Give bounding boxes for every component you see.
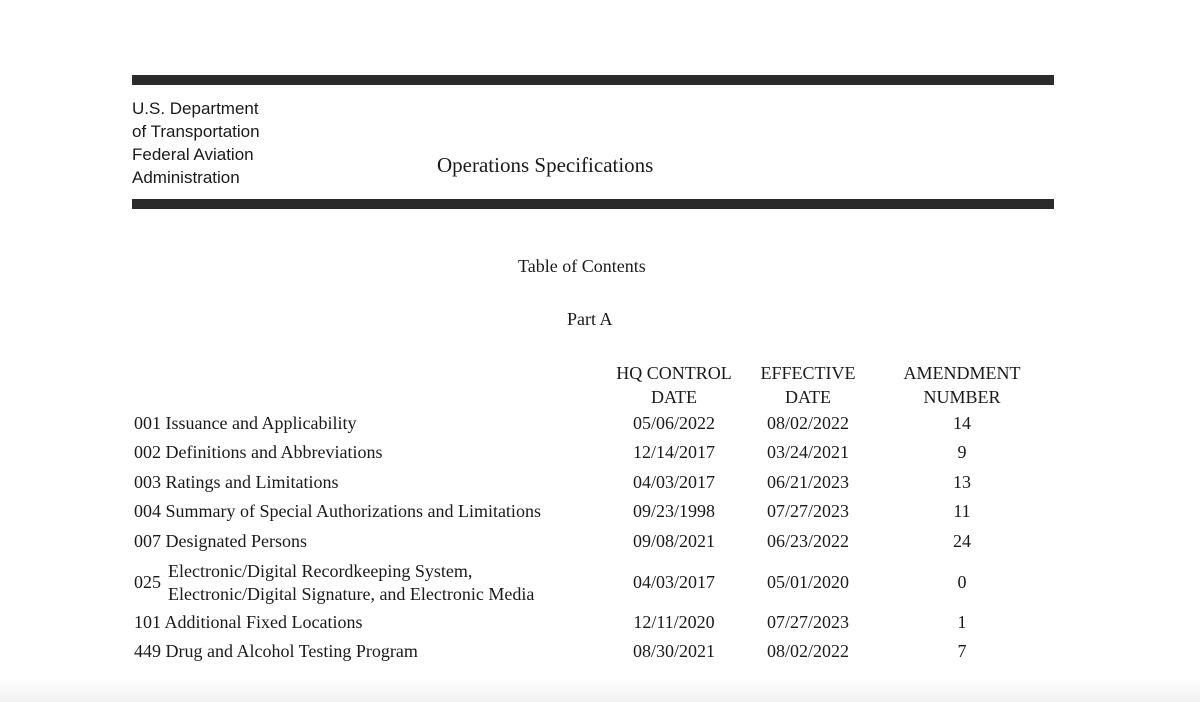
toc-row-amendment: 7 bbox=[957, 641, 967, 661]
column-header-line: AMENDMENT bbox=[903, 363, 1021, 383]
toc-row-hq-date: 05/06/2022 bbox=[632, 413, 715, 433]
agency-line: Federal Aviation bbox=[132, 145, 254, 164]
page-bottom-edge bbox=[0, 678, 1200, 702]
toc-row-number: 002 bbox=[134, 442, 161, 462]
toc-row-hq-date: 08/30/2021 bbox=[632, 641, 715, 661]
toc-row-number: 003 bbox=[134, 472, 161, 492]
toc-row bbox=[0, 469, 1200, 498]
agency-line: of Transportation bbox=[132, 122, 260, 141]
toc-row-effective-date: 06/21/2023 bbox=[766, 472, 849, 492]
toc-row-label: Designated Persons bbox=[165, 531, 307, 551]
part-title: Part A bbox=[567, 309, 613, 329]
toc-row-label: Additional Fixed Locations bbox=[164, 612, 363, 632]
toc-row-number: 001 bbox=[134, 413, 161, 433]
toc-row bbox=[0, 528, 1200, 557]
toc-row-title-line: Electronic/Digital Signature, and Electronic Media bbox=[168, 584, 535, 604]
toc-row-hq-date: 09/08/2021 bbox=[632, 531, 715, 551]
toc-row-amendment: 0 bbox=[957, 572, 967, 592]
column-header-line: HQ CONTROL bbox=[616, 363, 732, 383]
toc-row-label: Definitions and Abbreviations bbox=[165, 442, 383, 462]
toc-row bbox=[0, 609, 1200, 638]
agency-line: Administration bbox=[132, 168, 240, 187]
column-header-amendment-number bbox=[887, 361, 1037, 409]
toc-row-title-line: Electronic/Digital Recordkeeping System, bbox=[168, 561, 473, 581]
toc-row-label: Ratings and Limitations bbox=[165, 472, 339, 492]
toc-row-label: Summary of Special Authorizations and Limitations bbox=[165, 501, 541, 521]
document-title: Operations Specifications bbox=[437, 153, 654, 177]
toc-row-number: 025 bbox=[134, 572, 161, 592]
toc-title: Table of Contents bbox=[518, 256, 646, 276]
toc-row bbox=[0, 638, 1200, 667]
toc-row-amendment: 11 bbox=[953, 501, 971, 521]
toc-row-hq-date: 04/03/2017 bbox=[632, 472, 715, 492]
toc-row-effective-date: 08/02/2022 bbox=[766, 641, 849, 661]
toc-row-title bbox=[168, 560, 534, 606]
column-header-line: DATE bbox=[651, 387, 697, 407]
toc-row-title bbox=[134, 501, 541, 522]
toc-row-amendment: 9 bbox=[957, 442, 967, 462]
toc-row-title bbox=[134, 442, 382, 463]
column-header-line: DATE bbox=[785, 387, 831, 407]
toc-row bbox=[0, 410, 1200, 439]
agency-name bbox=[132, 97, 260, 189]
toc-row-number: 449 bbox=[134, 641, 161, 661]
toc-row bbox=[0, 498, 1200, 527]
toc-row-label: Drug and Alcohol Testing Program bbox=[165, 641, 418, 661]
toc-row-hq-date: 12/14/2017 bbox=[632, 442, 715, 462]
column-header-line: EFFECTIVE bbox=[760, 363, 856, 383]
column-header-line: NUMBER bbox=[923, 387, 1001, 407]
toc-row-title bbox=[134, 612, 363, 633]
toc-row-number: 101 bbox=[134, 612, 161, 632]
toc-row-effective-date: 07/27/2023 bbox=[766, 612, 849, 632]
toc-row bbox=[0, 439, 1200, 468]
toc-row-effective-date: 03/24/2021 bbox=[766, 442, 849, 462]
toc-row-label: Issuance and Applicability bbox=[165, 413, 357, 433]
column-header-hq-control-date bbox=[604, 361, 744, 409]
toc-row-effective-date: 08/02/2022 bbox=[766, 413, 849, 433]
toc-row-number: 004 bbox=[134, 501, 161, 521]
toc-row-number: 007 bbox=[134, 531, 161, 551]
toc-row-hq-date: 04/03/2017 bbox=[632, 572, 715, 592]
toc-row bbox=[0, 562, 1200, 608]
toc-row-amendment: 1 bbox=[957, 612, 967, 632]
column-header-effective-date bbox=[745, 361, 871, 409]
toc-row-amendment: 14 bbox=[953, 413, 971, 433]
toc-row-effective-date: 05/01/2020 bbox=[766, 572, 849, 592]
toc-row-title bbox=[134, 531, 307, 552]
toc-row-amendment: 24 bbox=[953, 531, 971, 551]
toc-row-title bbox=[134, 472, 339, 493]
header-rule-top bbox=[132, 75, 1054, 85]
toc-row-amendment: 13 bbox=[953, 472, 971, 492]
toc-row-title bbox=[134, 413, 356, 434]
toc-row-effective-date: 07/27/2023 bbox=[766, 501, 849, 521]
toc-row-hq-date: 12/11/2020 bbox=[633, 612, 715, 632]
toc-row-title bbox=[134, 641, 418, 662]
toc-row-hq-date: 09/23/1998 bbox=[632, 501, 715, 521]
toc-row-effective-date: 06/23/2022 bbox=[766, 531, 849, 551]
header-rule-bottom bbox=[132, 199, 1054, 209]
agency-line: U.S. Department bbox=[132, 99, 259, 118]
